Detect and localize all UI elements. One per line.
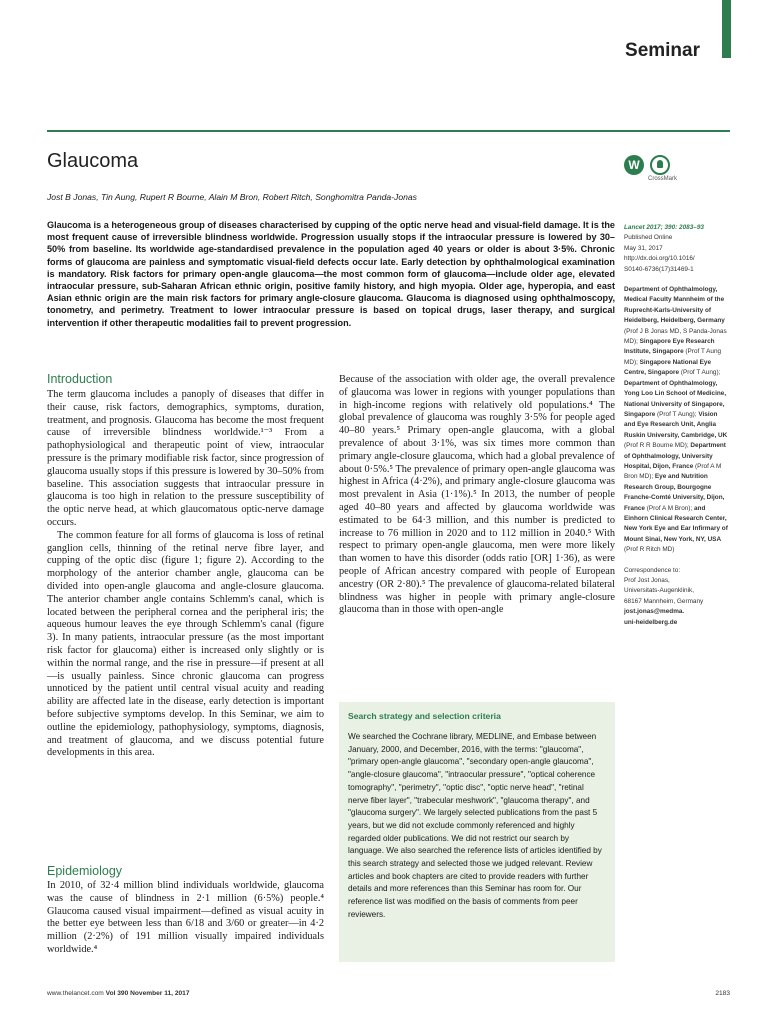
affiliation-authors: (Prof A M Bron MD); [624,462,722,481]
page-footer [47,990,730,997]
affiliation-institution: Eye and Nutrition Research Group, Bourgogne Franche-Comté University, Dijon, France [624,473,725,512]
affiliation-institution: and Einhorn Clinical Research Center, New York Eye and Ear Infirmary of Mount Sinai, New York, NY, USA [624,504,728,543]
affiliation-institution: Department of Ophthalmology, Yong Loo Lin School of Medicine, National University of Singapore, Singapore [624,379,727,418]
column-two-body [339,374,615,617]
correspondence-label: Correspondence to: [624,566,681,574]
affiliation-institution: Department of Ophthalmology, University Hospital, Dijon, France [624,442,726,470]
footer-volume: Vol 390 [105,990,129,997]
section-label: Seminar [625,40,700,61]
affiliations [624,285,730,556]
introduction-paragraph: The term glaucoma includes a panoply of diseases that differ in their cause, risk factors, demographics, symptoms, duration, treatment, and prognosis. Glaucoma has become the most frequent cause of irreversible blindness worldwide.¹⁻³ From a pathophysiological and therapeutic point of view, intraocular pressure is the primary modifiable risk factor, since progression of glaucoma usually stops if this pressure is lowered by 30–50% from baseline. This association suggests that intraocular pressure in glaucoma is too high in relation to the pressure susceptibility of the optic nerve head, at which glaucomatous optic-nerve damage occurs. [47,389,324,528]
page-number: 2183 [715,990,730,997]
epidemiology-body [47,880,324,957]
epidemiology-paragraph: In 2010, of 32·4 million blind individuals worldwide, glaucoma was the cause of blindness in 2·1 million (6·5%) people.⁴ Glaucoma caused visual impairment—defined as visual acuity in the better eye between less than 6/18 and 3/60 or greater—in 4·2 million (2·2%) of 191 million visually impaired individuals worldwide.⁴ [47,880,324,955]
affiliation-authors: (Prof T Aung); [679,369,721,377]
epidemiology-heading: Epidemiology [47,864,123,878]
affiliation-authors: (Prof R Ritch MD) [624,546,675,554]
affiliation-authors: (Prof A M Bron); [644,504,694,512]
abstract: Glaucoma is a heterogeneous group of diseases characterised by cupping of the optic nerve head and visual-field damage. It is the most frequent cause of irreversible blindness worldwide. Progression usually stops if the intraocular pressure is lowered by 30–50% from baseline. Its worldwide age-standardised prevalence in the population aged 40 years or older is about 3·5%. Chronic forms of glaucoma are painless and symptomatic visual-field defects occur late. Early detection by ophthalmological examination is mandatory. Risk factors for primary open-angle glaucoma—the most common form of glaucoma—include older age, elevated intraocular pressure, sub-Saharan African ethnic origin, positive family history, and high myopia. Older age, hyperopia, and east Asian ethnic origin are the main risk factors for primary angle-closure glaucoma. Glaucoma is diagnosed using ophthalmoscopy, tonometry, and perimetry. Treatment to lower intraocular pressure is based on topical drugs, laser therapy, and surgical intervention if other therapeutic modalities fail to prevent progression. [47,220,615,328]
affiliation-institution: Department of Ophthalmology, Medical Faculty Mannheim of the Ruprecht-Karls-University of Heidelberg, Heidelberg, Germany [624,286,725,325]
affiliation-authors: (Prof T Aung); [655,410,699,418]
affiliation-authors: (Prof J B Jonas MD, S Panda-Jonas MD); [624,327,727,346]
publication-info: Published Online May 31, 2017 http://dx.doi.org/10.1016/ S0140-6736(17)31469-1 [624,234,695,273]
crossmark-label: CrossMark [648,176,678,182]
introduction-body [47,389,324,760]
affiliation-authors: (Prof T Aung MD); [624,348,722,366]
author-list: Jost B Jonas, Tin Aung, Rupert R Bourne, Alain M Bron, Robert Ritch, Songhomitra Panda-Jonas [47,192,417,202]
introduction-paragraph: The common feature for all forms of glaucoma is loss of retinal ganglion cells, thinning of the retinal nerve fibre layer, and cupping of the optic disc (figure 1; figure 2). According to the morphology of the anterior chamber angle, glaucoma can be divided into open-angle glaucoma and angle-closure glaucoma. The anterior chamber angle contains Schlemm's canal, which is located between the peripheral cornea and the peripheral iris; the aqueous humour leaves the eye through Schlemm's canal (figure 3). In many patients, intraocular pressure (as the most important risk factor for glaucoma) either is increased only slightly or is within the normal range, and the rise in pressure—if present at all—is usually painless. Since chronic glaucoma can progress unnoticed by the patient until central visual acuity and reading ability are affected late in the disease, early detection is important before subjective symptoms develop. In this Seminar, we aim to outline the epidemiology, pathophysiology, symptoms, diagnosis, and treatment of glaucoma, and we discuss potential future developments in this area. [47,529,324,759]
affiliation-authors: (Prof R R Bourne MD); [624,442,691,450]
footer-date: November 11, 2017 [130,990,190,997]
footer-site[interactable]: www.thelancet.com [47,990,104,997]
search-strategy-text: We searched the Cochrane library, MEDLINE, and Embase between January, 2000, and December, 2016, with the terms: "glaucoma", "primary open-angle glaucoma", "secondary open-angle glaucoma", "angle-closure glaucoma", "intraocular pressure", "optical coherence tomography", "perimetry", "optic disc", "optic nerve head", "retinal nerve fiber layer", "trabecular meshwork", "glaucoma therapy", and "glaucoma surgery". We largely selected publications from the past 5 years, but we did not exclude commonly referenced and highly regarded older publications. We did not restrict our search by language. We also searched the reference lists of articles identified by this search strategy and selected those we judged relevant. Review articles and book chapters are cited to provide readers with further details and more references than this Seminar has room for. Our reference list was modified on the basis of comments from peer reviewers. [348,732,602,919]
citation[interactable]: Lancet 2017; 390: 2083–93 [624,224,704,231]
correspondence-email[interactable]: jost.jonas@medma. uni-heidelberg.de [624,608,685,626]
search-strategy-heading: Search strategy and selection criteria [348,711,501,721]
correspondence-address: Prof Jost Jonas, Universitats-Augenklinik, 68167 Mannheim, Germany [624,577,704,605]
affiliation-institution: Singapore National Eye Centre, Singapore [624,358,712,377]
badges [624,155,678,191]
affiliation-institution: Singapore Eye Research Institute, Singapore [624,338,715,356]
open-access-icon[interactable]: W [624,155,644,175]
column-two-paragraph: Because of the association with older age, the overall prevalence of glaucoma was lower in regions with younger populations than in high-income regions with relatively old populations.⁴ The global prevalence of glaucoma was roughly 3·5% for people aged 40–80 years.⁵ Primary open-angle glaucoma, with a global prevalence of about 3·1%, was six times more common than primary angle-closure glaucoma, which had a global prevalence of about 0·5%.⁵ The prevalence of primary open-angle glaucoma was highest in Africa (4·2%), and primary angle-closure glaucoma was most prevalent in Asia (1·1%).⁵ In 2013, the number of people aged 40–80 years and affected by glaucoma worldwide was estimated to be 64·3 million, and this number is predicted to increase to 76 million in 2020 and to 112 million in 2040.⁵ With respect to primary open-angle glaucoma, men were more likely than women to have this disorder (odds ratio [OR] 1·36), as were people of African ancestry compared with people of European ancestry (OR 2·80).⁵ The prevalence of glaucoma-related bilateral blindness was higher in people with primary angle-closure glaucoma than in those with open-angle [339,374,615,616]
introduction-heading: Introduction [47,372,113,386]
header-rule [47,130,730,132]
search-strategy-panel [339,702,615,962]
margin-notes [624,223,730,628]
affiliation-institution: Vision and Eye Research Unit, Anglia Ruskin University, Cambridge, UK [624,410,728,439]
article-title: Glaucoma [47,150,139,172]
crossmark-icon[interactable] [650,155,670,175]
accent-bar [722,0,731,58]
